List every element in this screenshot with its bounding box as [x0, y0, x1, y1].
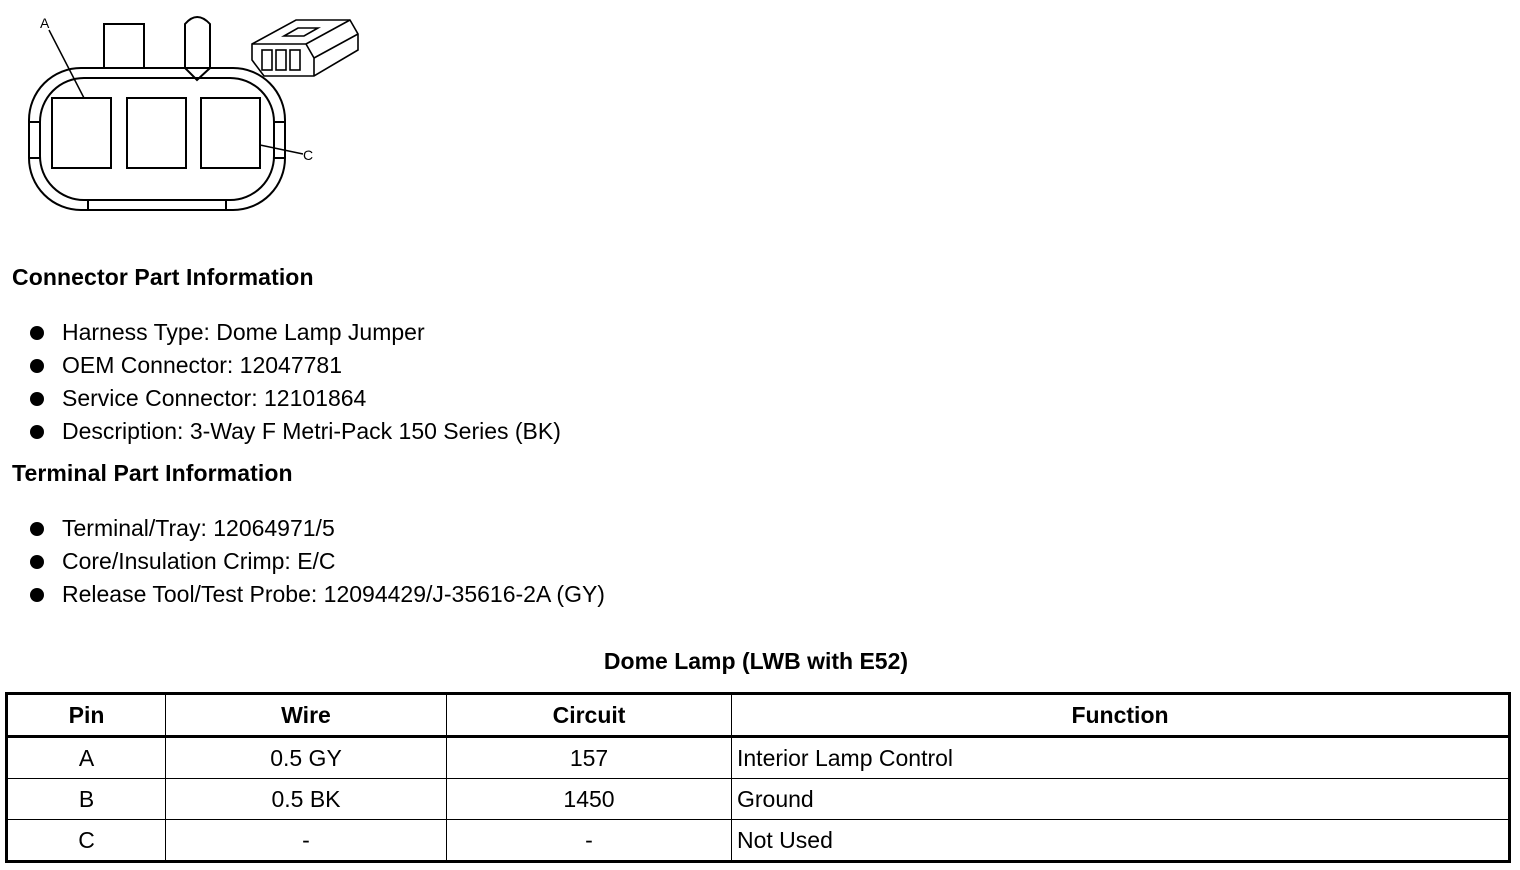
- pinout-table: [5, 692, 1511, 863]
- connector-bottom-notch: [88, 200, 226, 210]
- callout-a-leader: [49, 30, 84, 98]
- column-header-wire: Wire: [166, 694, 447, 737]
- cell-pin: A: [7, 737, 166, 779]
- connector-housing-outer: [29, 68, 285, 210]
- cell-circuit: 157: [447, 737, 732, 779]
- cavity-b: [127, 98, 186, 168]
- cell-wire: 0.5 GY: [166, 737, 447, 779]
- table-row: [7, 820, 1510, 862]
- table-caption: Dome Lamp (LWB with E52): [603, 648, 909, 674]
- connector-latch-tab: [104, 24, 144, 68]
- table-row: [7, 737, 1510, 779]
- bullet-icon: [30, 555, 44, 569]
- bullet-icon: [30, 425, 44, 439]
- column-header-function: Function: [732, 694, 1510, 737]
- terminal-info-heading: Terminal Part Information: [12, 460, 293, 486]
- connector-key-tab: [185, 17, 210, 80]
- cell-pin: C: [7, 820, 166, 862]
- cell-function: Interior Lamp Control: [732, 737, 1510, 779]
- bullet-icon: [30, 522, 44, 536]
- connector-housing-inner: [40, 78, 274, 200]
- column-header-circuit: Circuit: [447, 694, 732, 737]
- connector-left-notch: [29, 122, 40, 158]
- bullet-icon: [30, 392, 44, 406]
- connector-diagram: [0, 0, 380, 220]
- bullet-icon: [30, 359, 44, 373]
- bullet-icon: [30, 588, 44, 602]
- bullet-icon: [30, 326, 44, 340]
- cell-circuit: -: [447, 820, 732, 862]
- table-row: [7, 779, 1510, 820]
- table-header-row: [7, 694, 1510, 737]
- cavity-c: [201, 98, 260, 168]
- cavity-a: [52, 98, 111, 168]
- callout-a-label: A: [40, 15, 50, 31]
- connector-iso-view: [252, 20, 358, 76]
- callout-c-leader: [260, 145, 303, 154]
- connector-info-heading: Connector Part Information: [12, 264, 314, 290]
- callout-c-label: C: [303, 147, 314, 163]
- cell-function: Not Used: [732, 820, 1510, 862]
- connector-right-notch: [274, 122, 285, 158]
- cell-wire: -: [166, 820, 447, 862]
- column-header-pin: Pin: [7, 694, 166, 737]
- cell-circuit: 1450: [447, 779, 732, 820]
- cell-pin: B: [7, 779, 166, 820]
- cell-function: Ground: [732, 779, 1510, 820]
- cell-wire: 0.5 BK: [166, 779, 447, 820]
